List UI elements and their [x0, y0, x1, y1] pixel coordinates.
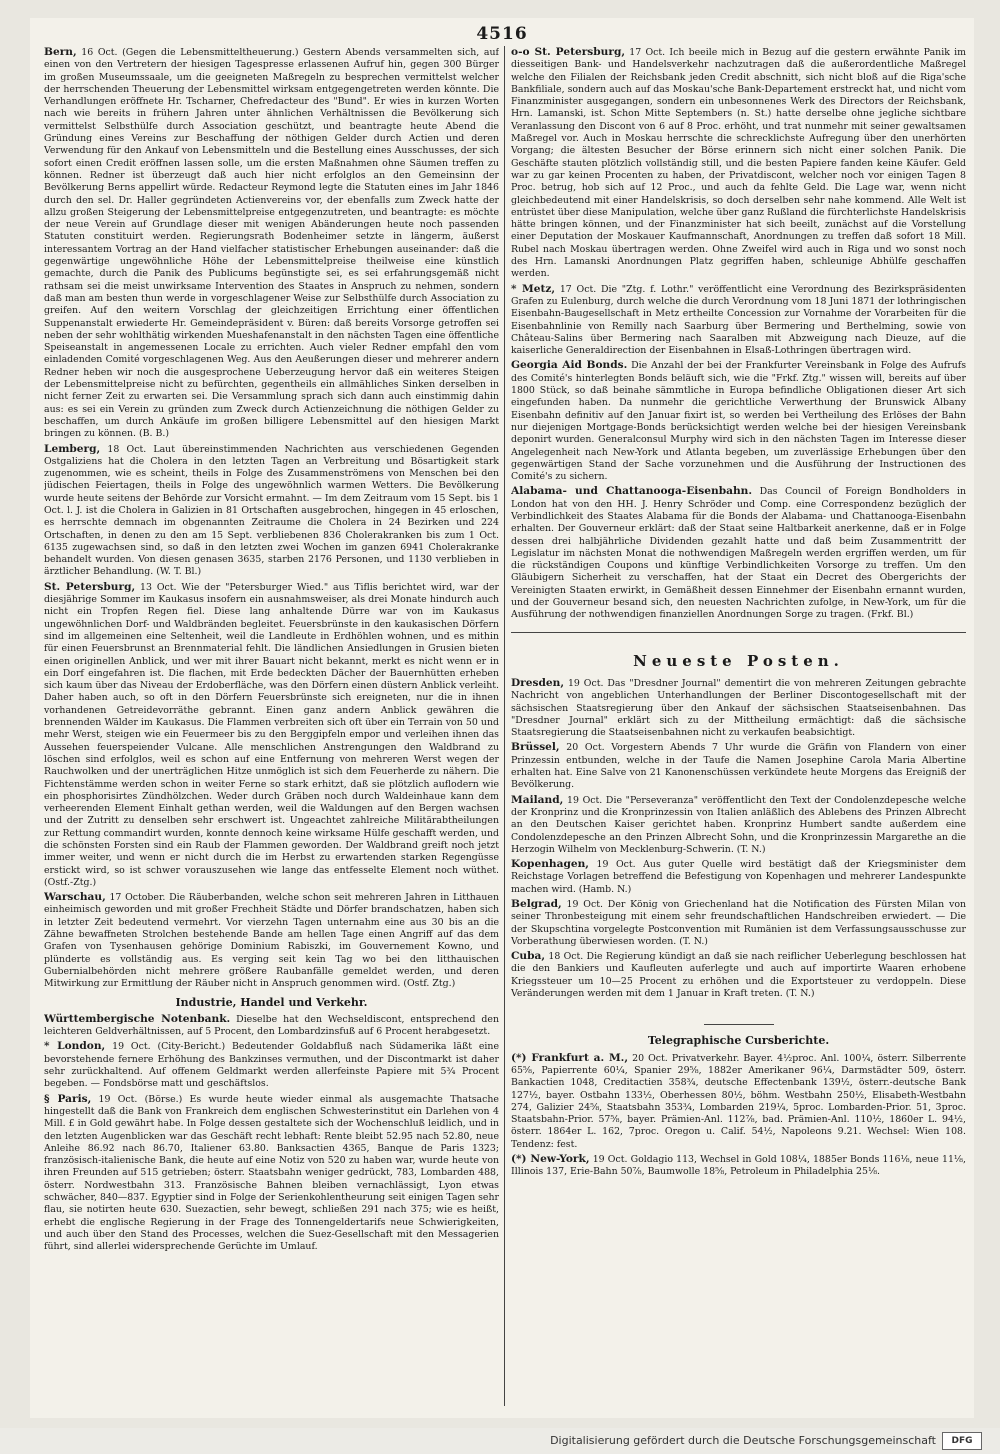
dfg-logo-icon: DFG: [942, 1432, 982, 1450]
funding-credit: Digitalisierung gefördert durch die Deutsche Forschungsgemeinschaft: [550, 1434, 936, 1447]
article-bern: [44, 46, 499, 441]
article-lead: Dresden,: [511, 676, 565, 689]
article-lead: (*) Frankfurt a. M.,: [511, 1051, 629, 1064]
article-georgia-bonds: [511, 359, 966, 483]
article-notenbank: [44, 1013, 499, 1039]
article-lemberg: [44, 443, 499, 579]
article-lead: Lemberg,: [44, 442, 101, 455]
article-lead: Georgia Aid Bonds.: [511, 359, 628, 372]
newspaper-page: [30, 18, 974, 1418]
article-lead: Cuba,: [511, 950, 546, 963]
article-paris: [44, 1093, 499, 1254]
article-lead: § Paris,: [44, 1092, 92, 1105]
article-st-petersburg-caucasus: [44, 581, 499, 889]
article-body: 19 Oct. Der König von Griechenland hat die Notification des Fürsten Milan von seiner Thronbesteigung mit einem sehr freundschaftlichen Handschreiben erwiedert. — Die der Skupschtina vorgelegte Postconvention mit Rumänien ist dem Verfassungsausschusse zur Vorberathung überwiesen worden. (T. N.): [511, 899, 966, 947]
short-divider: [704, 1024, 774, 1025]
article-body: 19 Oct. Die "Perseveranza" veröffentlicht den Text der Condolenzdepesche welche der Kronprinz und die Kronprinzessin von Italien anläßlich des Ablebens des Prinzen Albrecht an den Deutschen Kaiser gerichtet haben. Kronprinz Humbert sandte außerdem eine Condolenzdepesche an den Prinzen Albrecht Sohn, und die Kronprinzessin Margarethe an die Herzogin Wilhelm von Mecklenburg-Schwerin. (T. N.): [511, 794, 966, 855]
article-body: 16 Oct. (Gegen die Lebensmitteltheuerung.) Gestern Abends versammelten sich, auf einen von den Vertretern der hiesigen Tagespresse erlassenen Aufruf hin, gegen 300 Bürger im großen Museumssaale, um die geeigneten Maßregeln zu besprechen vermittelst welcher der herrschenden Theuerung der Lebensmittel wirksam entgegengetreten werden könnte. Die Verhandlungen eröffnete Hr. Tscharner, Chefredacteur des "Bund". Er wies in kurzen Worten nach wie bereits in frühern Jahren unter ähnlichen Verhältnissen die Bevölkerung sich vermittelst Selbsthülfe durch Association geschützt, und beantragte heute Abend die Gründung eines Vereins zur Beschaffung der nöthigen Gelder durch Actien und deren Verwendung für den Ankauf von Lebensmitteln und die Bestellung eines Ausschusses, der sich sofort einen Credit eröffnen lassen solle, um die ersten Maßnahmen ohne Säumen treffen zu können. Redner ist überzeugt daß auch hier nicht erfolglos an den Gemeinsinn der Bevölkerung Berns appellirt würde. Redacteur Reymond legte die Statuten eines im Jahr 1846 durch den sel. Dr. Haller gegründeten Actienvereins vor, der ebenfalls zum Zweck hatte der allzu großen Steigerung der Lebensmittelpreise entgegenzutreten, und beantragte: es möchte der neue Verein auf Grundlage dieser mit wenigen Abänderungen heute noch passenden Statuten constituirt werden. Regierungsrath Bodenheimer setzte in längerm, äußerst interessantem Vortrag an der Hand vielfacher statistischer Erhebungen auseinander: daß die gegenwärtige ungewöhnliche Höhe der Lebensmittelpreise theilweise eine künstlich gemachte, durch die Panik des Publicums begünstigte sei, es sei erfahrungsgemäß nicht rathsam sei die meist unwirksame Intervention des Staates in Anspruch zu nehmen, sondern daß man am besten thun werde in vorgeschlagener Weise zur Selbsthülfe durch Association zu greifen. Auf den weitern Vorschlag der gleichzeitigen Errichtung einer öffentlichen Suppenanstalt erwiederte Hr. Gemeindepräsident v. Büren: daß bereits Vorsorge getroffen sei neben der sehr wohlthätig wirkenden Mueshafenanstalt in den nächsten Tagen eine öffentliche Speiseanstalt in angemessenen Locale zu errichten. Auch vieler Redner empfahl den vom einladenden Comité vorgeschlagenen Weg. Aus den Aeußerungen dieser und mehrerer andern Redner heben wir noch die ausgesprochene Ueberzeugung hervor daß ein weiteres Steigen der Lebensmittelpreise nicht zu befürchten, gegentheils ein allmähliches Sinken derselben in nicht ferner Zeit zu erwarten sei. Die Versammlung sprach sich dann auch einstimmig dahin aus: es sei ein Verein zu gründen zum Zweck durch Actienzeichnung die nöthigen Gelder zu beschaffen, um durch Ankäufe im großen billigere Lebensmittel auf den hiesigen Markt bringen zu können. (B. B.): [44, 47, 499, 440]
article-belgrad: [511, 898, 966, 948]
article-body: 17 Oct. Ich beeile mich in Bezug auf die gestern erwähnte Panik im diesseitigen Bank- und Handelsverkehr nachzutragen daß die außerordentliche Maßregel welche den Filialen der Reichsbank jeden Credit abschnitt, sich nicht bloß auf die Riga'sche Bankfiliale, sondern auch auf das Moskau'sche Bank-Departement erstreckt hat, und nicht vom Finanzminister ausgegangen, sondern ein unbesonnenes Werk des Directors der Reichsbank, Hrn. Lamanski, ist. Schon Mitte Septembers (n. St.) hatte derselbe ohne jegliche sichtbare Veranlassung den Discont von 6 auf 8 Proc. erhöht, und trat nunmehr mit seiner gewaltsamen Maßregel vor. Auch in Moskau herrschte die schrecklichste Aufregung über den unerhörten Vorgang; die ältesten Besucher der Börse erinnern sich nicht einer solchen Panik. Die Geschäfte stauten plötzlich vollständig still, und die besten Papiere fanden keine Käufer. Geld war zu gar keinen Procenten zu haben, der Privatdiscont, welcher noch vor einigen Tagen 8 Proc. betrug, hob sich auf 12 Proc., und auch da fehlte Geld. Die Lage war, wenn nicht gleichbedeutend mit einer Handelskrisis, so doch derselben sehr nahe kommend. Alle Welt ist entrüstet über diese Manipulation, welche über ganz Rußland die fürchterlichste Handelskrisis hätte bringen können, und der Finanzminister hat sich beeilt, zunächst auf die Vorstellung einer Deputation der Moskauer Kaufmannschaft, Anordnungen zu treffen daß sofort 18 Mill. Rubel nach Moskau übertragen werden. Ohne Zweifel wird auch in Riga und wo sonst noch des Hrn. Lamanski Anordnungen Platz gegriffen haben, schleunige Abhülfe geschaffen werden.: [511, 47, 966, 280]
article-st-petersburg-bank: [511, 46, 966, 281]
article-lead: o-o St. Petersburg,: [511, 46, 626, 58]
article-lead: * London,: [44, 1040, 106, 1053]
article-london: [44, 1040, 499, 1090]
right-column: [511, 46, 966, 1408]
section-heading-newest-posts: Neueste Posten.: [633, 651, 844, 670]
article-body: 18 Oct. Laut übereinstimmenden Nachrichten aus verschiedenen Gegenden Ostgaliziens hat die Cholera in den letzten Tagen an Verbreitung und Bösartigkeit stark zugenommen, wie es scheint, theils in Folge des Zusammenströmens von Menschen bei den jüdischen Feiertagen, theils in Folge des ungewöhnlich warmen Wetters. Die Bevölkerung wurde heute seitens der Behörde zur Vorsicht ermahnt. — Im dem Zeitraum vom 15 Sept. bis 1 Oct. l. J. ist die Cholera in Galizien in 81 Ortschaften ausgebrochen, hingegen in 45 erloschen, es herrschte demnach im obgenannten Zeitraume die Cholera in 24 Bezirken und 224 Ortschaften, in denen zu den am 15 Sept. verbliebenen 836 Cholerakranken bis zum 1 Oct. 6135 zugewachsen sind, so daß in den letzten zwei Wochen im ganzen 6941 Cholerakranke behandelt wurden. Von diesen genasen 3635, starben 2176 Personen, und 1130 verblieben in ärztlicher Behandlung. (W. T. Bl.): [44, 443, 499, 578]
article-metz: [511, 283, 966, 358]
digitization-footer: [0, 1428, 1000, 1454]
article-frankfurt: [511, 1052, 966, 1151]
article-alabama-railway: [511, 485, 966, 621]
article-lead: St. Petersburg,: [44, 580, 136, 593]
article-lead: Alabama- und Chattanooga-Eisenbahn.: [511, 485, 753, 498]
article-mailand: [511, 794, 966, 856]
page-number: 4516: [476, 24, 528, 44]
article-lead: (*) New-York,: [511, 1153, 590, 1166]
article-lead: Warschau,: [44, 891, 106, 904]
left-column: [44, 46, 499, 1408]
article-body: 19 Oct. Aus guter Quelle wird bestätigt daß der Kriegsminister dem Reichstage Vorlagen betreffend die Befestigung von Kopenhagen und mehrerer Landespunkte machen wird. (Hamb. N.): [511, 859, 966, 895]
article-body: 19 Oct. Das "Dresdner Journal" dementirt die von mehreren Zeitungen gebrachte Nachricht von angeblichen Unterhandlungen der Berliner Discontogesellschaft mit der sächsischen Staatsregierung über den Ankauf der sächsischen Staatseisenbahnen. Das "Dresdner Journal" erklärt sich zu der Mittheilung ermächtigt: daß die sächsische Staatsregierung die Staatseisenbahnen nicht zu verkaufen beabsichtigt.: [511, 677, 966, 739]
article-kopenhagen: [511, 858, 966, 896]
section-heading-industry: Industrie, Handel und Verkehr.: [175, 995, 368, 1009]
article-body: 20 Oct. Privatverkehr. Bayer. 4½proc. Anl. 100¼, österr. Silberrente 65⅝, Papierrente 60¼, Spanier 29⅝, 1882er Amerikaner 96¼, Darmstädter 509, österr. Bankactien 1048, Creditactien 358¾, deutsche Effectenbank 139½, österr.-deutsche Bank 127½, bayer. Ostbahn 133½, Oberhessen 80½, böhm. Westbahn 250½, Elisabeth-Westbahn 274, Galizier 24⅝, Staatsbahn 353¾, Lombarden 219¼, 5proc. Lombarden-Prior. 51, 3proc. Staatsbahn-Prior. 57⅝, bayer. Prämien-Anl. 112⅞, bad. Prämien-Anl. 110½, 1860er L. 94½, österr. 1864er L. 162, 7proc. Oregon u. Calif. 54½, Napoleons 9.21. Wechsel: Wien 108. Tendenz: fest.: [511, 1052, 966, 1150]
section-heading-telegraph: Telegraphische Cursberichte.: [647, 1034, 830, 1048]
article-bruessel: [511, 741, 966, 791]
article-lead: Kopenhagen,: [511, 858, 589, 871]
article-dresden: [511, 677, 966, 739]
article-cuba: [511, 950, 966, 1000]
article-body: Dieselbe hat den Wechseldiscont, entsprechend den leichteren Geldverhältnissen, auf 5 Procent, den Lombardzinsfuß auf 6 Procent herabgesetzt.: [44, 1013, 499, 1038]
article-lead: Württembergische Notenbank.: [44, 1012, 231, 1025]
article-lead: Bern,: [44, 46, 77, 58]
article-body: 13 Oct. Wie der "Petersburger Wied." aus Tiflis berichtet wird, war der diesjährige Sommer im Kaukasus insofern ein ausnahmsweiser, als drei Monate hindurch auch nicht ein Tropfen Regen fiel. Diese lang anhaltende Dürre war von im Kaukasus ungewöhnlichen Dorf- und Waldbränden begleitet. Feuersbrünste in den kaukasischen Dörfern sind im allgemeinen eine Seltenheit, weil die Landleute in Erdhöhlen wohnen, und es mithin für einen Feuersbrunst an Brennmaterial fehlt. Die ländlichen Ansiedlungen in Grusien bieten einen originellen Anblick, und wer mit ihrer Bauart nicht bekannt, merkt es nicht wenn er in ein Dorf eingefahren ist. Die flachen, mit Erde bedeckten Dächer der Bauernhütten erheben sich kaum über das Niveau der Erdoberfläche, was den Dörfern einen düstern Anblick verleiht. Daher haben auch, so oft in den Dörfern Feuersbrünste sich ereigneten, nur die in ihnen vorhandenen Getreidevorräthe gebrannt. Einen ganz andern Anblick gewähren die brennenden Wälder im Kaukasus. Die Flammen verbreiten sich oft über ein Terrain von 50 und mehr Werst, steigen wie ein Feuermeer bis zu den Berggipfeln empor und verleihen ihnen das Aussehen feuerspeiender Vulcane. Alle menschlichen Anstrengungen den Waldbrand zu löschen sind erfolglos, weil es schon auf eine Entfernung von mehreren Werst wegen der Rauchwolken und der unerträglichen Hitze unmöglich ist sich dem Feuerherde zu nähern. Die Fichtenstämme werden schon in weiter Ferne so stark erhitzt, daß sie plötzlich auflodern wie ein phosphorisirtes Zündhölzchen. Weder durch Gräben noch durch Waldeinhaue kann dem verheerenden Element Einhalt gethan werden, weil die Waldungen auf den Bergen wachsen und der Zutritt zu denselben sehr erschwert ist. Ungeachtet zahlreiche Militärabtheilungen zur Rettung commandirt wurden, konnte dennoch keine wirksame Hülfe geschafft werden, und die schönsten Forsten sind ein Raub der Flammen geworden. Der Waldbrand greift noch jetzt immer weiter, und wenn er nicht durch die im Herbst zu erwartenden starken Regengüsse erstickt wird, so ist schwer vorauszusehen wie lange das entfesselte Element noch wüthet. (Ostf.-Ztg.): [44, 581, 499, 888]
article-lead: Brüssel,: [511, 741, 560, 754]
article-body: 17 October. Die Räuberbanden, welche schon seit mehreren Jahren in Litthauen einheimisch geworden und mit großer Frechheit Städte und Dörfer brandschatzen, haben sich in letzter Zeit bedeutend vermehrt. Vor vierzehn Tagen unternahm eine aus 30 bis an die Zähne bewaffneten Strolchen bestehende Bande am hellen Tage einen Angriff auf das dem Grafen von Tysenhausen gehörige Dominium Rabiszki, im Gouvernement Kowno, und plünderte es vollständig aus. Es verging seit kein Tag wo bei den litthauischen Gubernialbehörden nicht mehrere größere Raubanfälle gemeldet werden, und deren Mitwirkung zur Ermittlung der Räuber nicht in Anspruch genommen wird. (Ostf. Ztg.): [44, 892, 499, 990]
article-body: 20 Oct. Vorgestern Abends 7 Uhr wurde die Gräfin von Flandern von einer Prinzessin entbunden, welche in der Taufe die Namen Josephine Carola Maria Albertine erhalten hat. Eine Salve von 21 Kanonenschüssen verkündete heute Morgens das Ereigniß der Bevölkerung.: [511, 742, 966, 791]
article-body: 18 Oct. Die Regierung kündigt an daß sie nach reiflicher Ueberlegung beschlossen hat die den Bankiers und Kaufleuten auferlegte und auch auf importirte Waaren erhobene Kriegssteuer um 10—25 Procent zu erhöhen und die Exportsteuer zu verdoppeln. Diese Veränderungen werden mit dem 1 Januar in Kraft treten. (T. N.): [511, 951, 966, 1000]
article-body: Das Council of Foreign Bondholders in London hat von den HH. J. Henry Schröder und Comp. eine Correspondenz bezüglich der Verbindlichkeit des Staates Alabama für die Bonds der Alabama- und Chattanooga-Eisenbahn erhalten. Der Gouverneur erklärt: daß der Staat seine Haltbarkeit anerkenne, daß er in Folge dessen drei halbjährliche Dividenden gezahlt hatte und daß beim Zusammentritt der Legislatur im nächsten Monat die nothwendigen Maßregeln werden ergriffen werden, um für die rückständigen Coupons und künftige Verbindlichkeiten Vorsorge zu treffen. Um den Gläubigern Sicherheit zu verschaffen, hat der Staat ein Decret des Obergerichts der Vereinigten Staaten erwirkt, in Gemäßheit dessen Einnehmer der Eisenbahn ernannt wurden, und der Gouverneur besand sich, den neuesten Nachrichten zufolge, in New-York, um für die Ausführung der nothwendigen finanziellen Anordnungen Sorge zu tragen. (Frkf. Bl.): [511, 486, 966, 621]
article-warschau: [44, 891, 499, 990]
article-lead: Mailand,: [511, 793, 564, 806]
article-body: Die Anzahl der bei der Frankfurter Vereinsbank in Folge des Aufrufs des Comité's hinterlegten Bonds beläuft sich, wie die "Frkf. Ztg." wissen will, bereits auf über 1800 Stück, so daß beinahe sämmtliche in Europa befindliche Obligationen dieser Art sich eingefunden haben. Da nunmehr die gerichtliche Verwerthung der Brunswick Albany Eisenbahn definitiv auf den Januar fixirt ist, so werden bei Vertheilung des Erlöses der Bahn nur diejenigen Mortgage-Bonds berücksichtigt werden welche bei der hiesigen Vereinsbank deponirt wurden. Generalconsul Murphy wird sich in den nächsten Tagen im Interesse dieser Angelegenheit nach New-York und Atlanta begeben, um zuverlässige Erhebungen über den gegenwärtigen Stand der Sache vorzunehmen und die Ausführung der Instructionen des Comité's zu sichern.: [511, 360, 966, 483]
column-divider: [504, 46, 505, 1406]
article-lead: * Metz,: [511, 282, 556, 295]
article-new-york: [511, 1153, 966, 1179]
article-lead: Belgrad,: [511, 898, 562, 910]
article-body: 19 Oct. Goldagio 113, Wechsel in Gold 108¼, 1885er Bonds 116⅛, neue 11⅛, Illinois 137, Erie-Bahn 50⅞, Baumwolle 18⅝, Petroleum in Philadelphia 25⅛.: [511, 1154, 966, 1178]
section-divider: [511, 632, 966, 633]
article-body: 19 Oct. (City-Bericht.) Bedeutender Goldabfluß nach Südamerika läßt eine bevorstehende fernere Erhöhung des Bankzinses vermuthen, und der Discontmarkt ist daher sehr zurückhaltend. Auf offenem Geldmarkt werden allerfeinste Papiere mit 5¾ Procent begeben. — Fondsbörse matt und geschäftslos.: [44, 1041, 499, 1090]
article-body: 19 Oct. (Börse.) Es wurde heute wieder einmal als ausgemachte Thatsache hingestellt daß die Bank von Frankreich dem englischen Schwesterinstitut ein Darlehen von 4 Mill. £ in Gold gewährt habe. In Folge dessen gestaltete sich der Wochenschluß leidlich, und in den letzten Augenblicken war das Geschäft recht lebhaft: Rente bleibt 52.95 nach 52.80, neue Anleihe 86.92 nach 86.70, Italiener 63.80. Banksactien 4365, Banque de Paris 1323; französisch-italienische Bank, die heute auf eine Notiz von 520 zu haben war, wurde heute von ihren Freunden auf 515 getrieben; österr. Staatsbahn weniger gedrückt, 783, Lombarden 488, österr. Nordwestbahn 313. Französische Bahnen bleiben vernachlässigt, Lyon etwas schwächer, 840—837. Egyptier sind in Folge der Serienkohlentheurung seit einigen Tagen sehr flau, sie notirten heute 630. Suezactien, sehr bewegt, schließen 291 nach 375; wie es heißt, erhebt die englische Regierung in der Frage des Tonnengeldertarifs neue Schwierigkeiten, und auch über den Stand des Processes, welchen die Suez-Gesellschaft mit den Messagerien führt, sind allerlei widersprechende Gerüchte im Umlauf.: [44, 1093, 499, 1253]
article-body: 17 Oct. Die "Ztg. f. Lothr." veröffentlicht eine Verordnung des Bezirkspräsidenten Grafen zu Eulenburg, durch welche die durch Verordnung vom 18 Juni 1871 der lothringischen Eisenbahn-Baugesellschaft in Metz ertheilte Concession zur Vornahme der Vorarbeiten für die Eisenbahnlinie von Remilly nach Saarburg über Bermering und Berthelming, sowie von Château-Salins über Bermering nach Saaralben mit Abzweigung nach Dieuze, auf die kaiserliche Generaldirection der Eisenbahnen in Elsaß-Lothringen übertragen wird.: [511, 283, 966, 357]
